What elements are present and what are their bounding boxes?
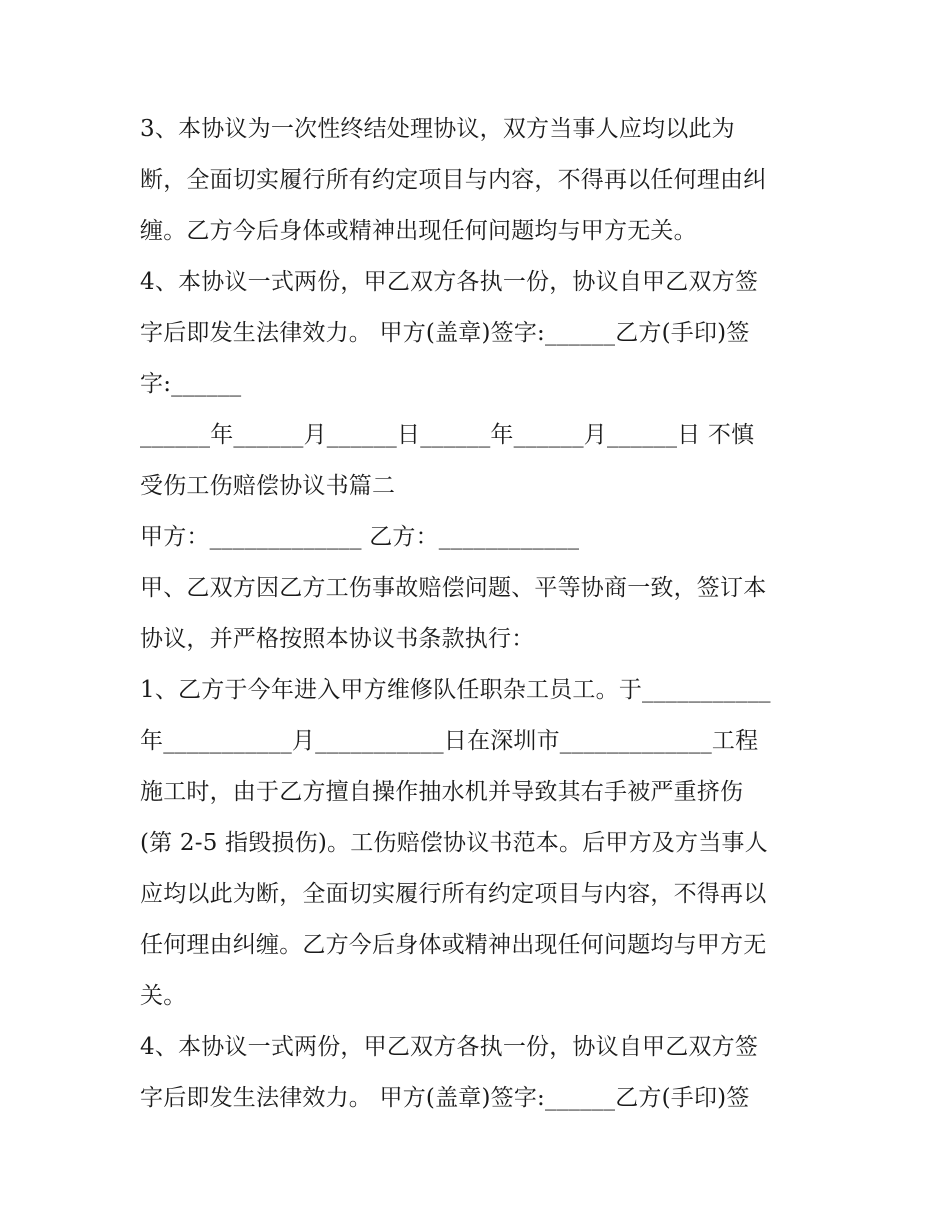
text-line: 4、本协议一式两份，甲乙双方各执一份，协议自甲乙双方签 bbox=[140, 269, 759, 295]
text-line: 年___________月___________日在深圳市_____________工程 bbox=[140, 728, 759, 754]
text-line: 应均以此为断，全面切实履行所有约定项目与内容，不得再以 bbox=[140, 881, 767, 907]
text-line: 断，全面切实履行所有约定项目与内容，不得再以任何理由纠 bbox=[140, 167, 767, 193]
text-line: ______年______月______日______年______月______日 不慎 bbox=[140, 422, 755, 448]
text-line: 字后即发生法律效力。 甲方(盖章)签字:______乙方(手印)签 bbox=[140, 1085, 750, 1111]
text-line: 缠。乙方今后身体或精神出现任何问题均与甲方无关。 bbox=[140, 218, 697, 244]
text-line: 字:______ bbox=[140, 371, 242, 397]
document-body bbox=[140, 104, 820, 1124]
text-line: 施工时，由于乙方擅自操作抽水机并导致其右手被严重挤伤 bbox=[140, 779, 744, 805]
text-line: 甲方：_____________ 乙方：____________ bbox=[140, 524, 580, 550]
text-line: 甲、乙双方因乙方工伤事故赔偿问题、平等协商一致，签订本 bbox=[140, 575, 767, 601]
text-line: (第 2-5 指毁损伤)。工伤赔偿协议书范本。后甲方及方当事人 bbox=[140, 830, 768, 856]
text-line: 任何理由纠缠。乙方今后身体或精神出现任何问题均与甲方无 bbox=[140, 932, 767, 958]
section-heading: 受伤工伤赔偿协议书篇二 bbox=[140, 473, 396, 499]
text-line: 协议，并严格按照本协议书条款执行： bbox=[140, 626, 535, 652]
text-line: 关。 bbox=[140, 983, 187, 1009]
text-line: 4、本协议一式两份，甲乙双方各执一份，协议自甲乙双方签 bbox=[140, 1034, 759, 1060]
text-line: 字后即发生法律效力。 甲方(盖章)签字:______乙方(手印)签 bbox=[140, 320, 750, 346]
text-line: 3、本协议为一次性终结处理协议，双方当事人应均以此为 bbox=[140, 116, 735, 142]
text-line: 1、乙方于今年进入甲方维修队任职杂工员工。于___________ bbox=[140, 677, 771, 703]
